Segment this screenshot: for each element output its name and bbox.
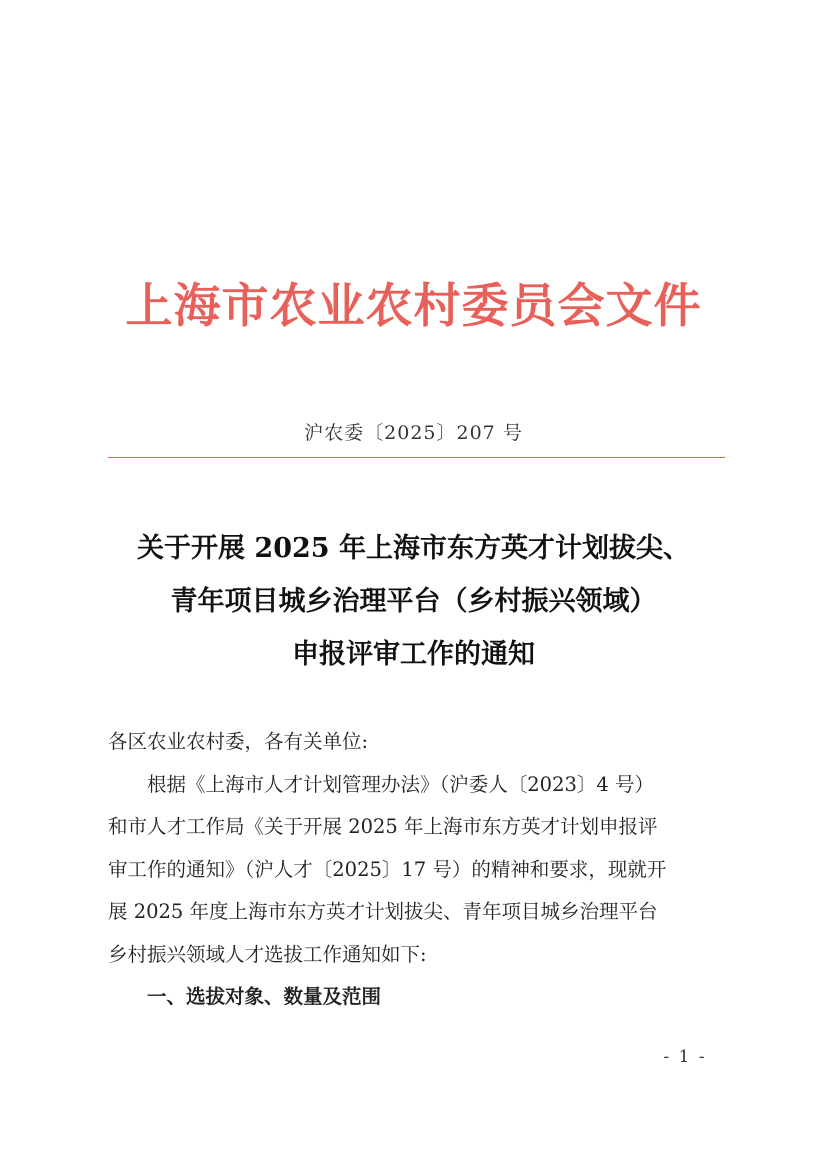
document-masthead: 上海市农业农村委员会文件 xyxy=(125,279,702,334)
paragraph-line-1: 根据《上海市人才计划管理办法》（沪委人〔2023〕4 号） xyxy=(147,772,654,796)
paragraph-line-3: 审工作的通知》（沪人才〔2025〕17 号）的精神和要求，现就开 xyxy=(108,857,667,881)
paragraph-line-4: 展 2025 年度上海市东方英才计划拔尖、青年项目城乡治理平台 xyxy=(108,900,658,923)
page-number: - 1 - xyxy=(663,1047,707,1067)
title-line-2: 青年项目城乡治理平台（乡村振兴领域） xyxy=(170,586,657,617)
salutation: 各区农业农村委，各有关单位: xyxy=(108,730,369,753)
document-number: 沪农委〔2025〕207 号 xyxy=(304,422,523,444)
title-line-1: 关于开展 2025 年上海市东方英才计划拔尖、 xyxy=(137,533,690,564)
document-title xyxy=(60,522,767,681)
paragraph-line-5: 乡村振兴领域人才选拔工作通知如下: xyxy=(108,942,427,966)
title-line-3: 申报评审工作的通知 xyxy=(292,639,535,670)
section-heading: 一、选拔对象、数量及范围 xyxy=(147,985,382,1008)
paragraph-line-2: 和市人才工作局《关于开展 2025 年上海市东方英才计划申报评 xyxy=(108,815,658,838)
red-separator-line xyxy=(108,457,725,458)
document-body xyxy=(108,721,728,1019)
